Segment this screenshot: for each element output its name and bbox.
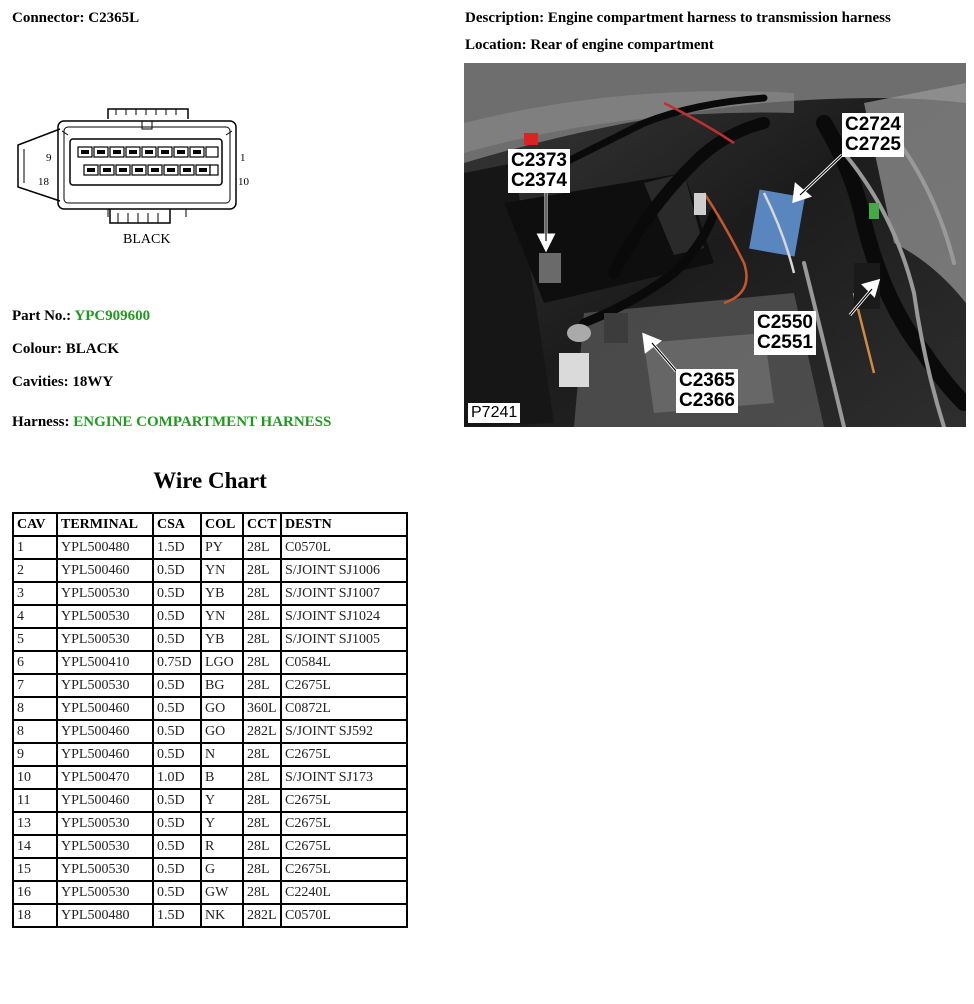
callout-c2550-c2551 [754, 311, 816, 355]
cell-cav: 3 [14, 583, 56, 604]
cell-csa: 0.5D [154, 882, 200, 903]
cell-csa: 0.5D [154, 836, 200, 857]
cell-terminal: YPL500470 [58, 767, 152, 788]
location-value: Rear of engine compartment [530, 37, 714, 53]
part-number-value: YPC909600 [74, 308, 151, 324]
connector-label: Connector: [12, 10, 85, 26]
cell-cct: 28L [244, 767, 280, 788]
cell-cct: 28L [244, 859, 280, 880]
cell-col: Y [202, 790, 242, 811]
cavities-value: 18WY [72, 374, 114, 390]
cell-cct: 28L [244, 560, 280, 581]
cell-cav: 4 [14, 606, 56, 627]
cell-terminal: YPL500460 [58, 790, 152, 811]
cell-csa: 0.5D [154, 721, 200, 742]
cell-terminal: YPL500460 [58, 560, 152, 581]
callout-c2725: C2725 [845, 134, 901, 155]
location-photo [464, 63, 966, 427]
colour-label: Colour: [12, 341, 62, 357]
cell-destn: S/JOINT SJ1006 [282, 560, 406, 581]
cell-csa: 0.75D [154, 652, 200, 673]
cell-cct: 28L [244, 836, 280, 857]
callout-c2724-c2725 [842, 113, 904, 157]
cell-cav: 8 [14, 721, 56, 742]
harness-value: ENGINE COMPARTMENT HARNESS [73, 414, 332, 430]
harness-label: Harness: [12, 414, 70, 430]
harness-line [12, 414, 331, 431]
cell-terminal: YPL500480 [58, 537, 152, 558]
table-row [14, 606, 406, 627]
description-label: Description: [465, 10, 545, 26]
cell-col: Y [202, 813, 242, 834]
description-line [465, 10, 891, 27]
cell-terminal: YPL500530 [58, 675, 152, 696]
cell-terminal: YPL500460 [58, 698, 152, 719]
cell-destn: C0872L [282, 698, 406, 719]
connector-colour-caption: BLACK [123, 232, 171, 247]
table-row [14, 744, 406, 765]
table-row [14, 652, 406, 673]
table-row [14, 859, 406, 880]
table-row [14, 583, 406, 604]
cell-col: G [202, 859, 242, 880]
cell-terminal: YPL500460 [58, 744, 152, 765]
cell-col: YB [202, 583, 242, 604]
cell-cav: 5 [14, 629, 56, 650]
column-header-terminal: TERMINAL [58, 514, 152, 535]
connector-diagram [10, 105, 265, 250]
cell-destn: C2675L [282, 813, 406, 834]
cell-destn: C2675L [282, 859, 406, 880]
cell-destn: C2240L [282, 882, 406, 903]
cell-cav: 14 [14, 836, 56, 857]
cell-cav: 8 [14, 698, 56, 719]
callout-c2551: C2551 [757, 332, 813, 353]
cell-csa: 1.5D [154, 905, 200, 926]
cell-destn: S/JOINT SJ592 [282, 721, 406, 742]
cell-cav: 15 [14, 859, 56, 880]
cell-terminal: YPL500530 [58, 583, 152, 604]
location-line [465, 37, 714, 54]
callout-c2374: C2374 [511, 170, 567, 191]
location-label: Location: [465, 37, 527, 53]
connector-line [12, 10, 139, 27]
table-row [14, 560, 406, 581]
table-row [14, 537, 406, 558]
wire-chart-table [12, 512, 408, 928]
cell-col: N [202, 744, 242, 765]
cell-col: NK [202, 905, 242, 926]
table-row [14, 905, 406, 926]
cell-csa: 0.5D [154, 744, 200, 765]
callout-c2550: C2550 [757, 312, 813, 333]
column-header-csa: CSA [154, 514, 200, 535]
cell-terminal: YPL500480 [58, 905, 152, 926]
cell-csa: 0.5D [154, 560, 200, 581]
column-header-col: COL [202, 514, 242, 535]
cell-col: R [202, 836, 242, 857]
colour-value: BLACK [65, 341, 120, 357]
connector-drawing [10, 105, 265, 250]
cell-cct: 28L [244, 537, 280, 558]
colour-line [12, 341, 119, 358]
table-row [14, 721, 406, 742]
cell-col: PY [202, 537, 242, 558]
connector-value: C2365L [88, 10, 140, 26]
cell-cav: 10 [14, 767, 56, 788]
table-row [14, 767, 406, 788]
cell-col: GO [202, 698, 242, 719]
cell-csa: 0.5D [154, 813, 200, 834]
cell-destn: S/JOINT SJ1007 [282, 583, 406, 604]
cell-csa: 0.5D [154, 606, 200, 627]
cell-csa: 1.0D [154, 767, 200, 788]
cell-csa: 0.5D [154, 859, 200, 880]
callout-c2373-c2374 [508, 149, 570, 193]
cell-cav: 1 [14, 537, 56, 558]
table-row [14, 882, 406, 903]
cell-destn: C0570L [282, 905, 406, 926]
column-header-cct: CCT [244, 514, 280, 535]
cell-destn: C0570L [282, 537, 406, 558]
table-row [14, 836, 406, 857]
cell-col: BG [202, 675, 242, 696]
cell-cct: 28L [244, 744, 280, 765]
cell-terminal: YPL500460 [58, 721, 152, 742]
cell-cct: 28L [244, 606, 280, 627]
callout-c2365: C2365 [679, 370, 735, 391]
cell-terminal: YPL500410 [58, 652, 152, 673]
cell-cct: 360L [244, 698, 280, 719]
cell-cav: 13 [14, 813, 56, 834]
cell-cav: 11 [14, 790, 56, 811]
cell-terminal: YPL500530 [58, 629, 152, 650]
cell-destn: S/JOINT SJ1024 [282, 606, 406, 627]
cavities-line [12, 374, 113, 391]
table-row [14, 698, 406, 719]
cell-destn: S/JOINT SJ173 [282, 767, 406, 788]
cell-destn: C2675L [282, 675, 406, 696]
table-row [14, 813, 406, 834]
cell-col: YN [202, 606, 242, 627]
wire-chart-body [14, 537, 406, 926]
cell-col: B [202, 767, 242, 788]
cell-destn: C0584L [282, 652, 406, 673]
cell-cct: 28L [244, 652, 280, 673]
cell-destn: S/JOINT SJ1005 [282, 629, 406, 650]
wire-chart-header-row [14, 514, 406, 535]
cell-csa: 0.5D [154, 675, 200, 696]
cavities-label: Cavities: [12, 374, 69, 390]
cell-destn: C2675L [282, 744, 406, 765]
cell-cct: 28L [244, 629, 280, 650]
callout-c2366: C2366 [679, 390, 735, 411]
callout-c2724: C2724 [845, 114, 901, 135]
cell-terminal: YPL500530 [58, 836, 152, 857]
cell-cav: 2 [14, 560, 56, 581]
callout-c2365-c2366 [676, 369, 738, 413]
cell-col: GW [202, 882, 242, 903]
wire-chart-title: Wire Chart [153, 468, 267, 493]
description-value: Engine compartment harness to transmission harness [547, 10, 891, 26]
cell-terminal: YPL500530 [58, 813, 152, 834]
cell-cav: 18 [14, 905, 56, 926]
cell-csa: 1.5D [154, 537, 200, 558]
table-row [14, 675, 406, 696]
cell-terminal: YPL500530 [58, 606, 152, 627]
cell-col: LGO [202, 652, 242, 673]
cell-terminal: YPL500530 [58, 882, 152, 903]
cell-cct: 28L [244, 675, 280, 696]
table-row [14, 790, 406, 811]
cell-cct: 282L [244, 905, 280, 926]
cell-destn: C2675L [282, 836, 406, 857]
cell-csa: 0.5D [154, 629, 200, 650]
cell-cav: 16 [14, 882, 56, 903]
column-header-destn: DESTN [282, 514, 406, 535]
cell-terminal: YPL500530 [58, 859, 152, 880]
cell-csa: 0.5D [154, 583, 200, 604]
part-number-line [12, 308, 150, 325]
cell-cct: 28L [244, 583, 280, 604]
cell-cct: 28L [244, 813, 280, 834]
table-row [14, 629, 406, 650]
cell-cav: 6 [14, 652, 56, 673]
cell-csa: 0.5D [154, 698, 200, 719]
pin-label-18: 18 [38, 176, 49, 188]
cell-cct: 282L [244, 721, 280, 742]
cell-col: YB [202, 629, 242, 650]
callout-c2373: C2373 [511, 150, 567, 171]
cell-cct: 28L [244, 790, 280, 811]
part-number-label: Part No.: [12, 308, 72, 324]
cell-destn: C2675L [282, 790, 406, 811]
photo-id: P7241 [468, 403, 520, 423]
cell-col: YN [202, 560, 242, 581]
cell-cav: 9 [14, 744, 56, 765]
pin-label-9: 9 [46, 152, 52, 164]
pin-label-1: 1 [240, 152, 246, 164]
pin-label-10: 10 [238, 176, 249, 188]
cell-col: GO [202, 721, 242, 742]
column-header-cav: CAV [14, 514, 56, 535]
cell-cct: 28L [244, 882, 280, 903]
cell-csa: 0.5D [154, 790, 200, 811]
cell-cav: 7 [14, 675, 56, 696]
